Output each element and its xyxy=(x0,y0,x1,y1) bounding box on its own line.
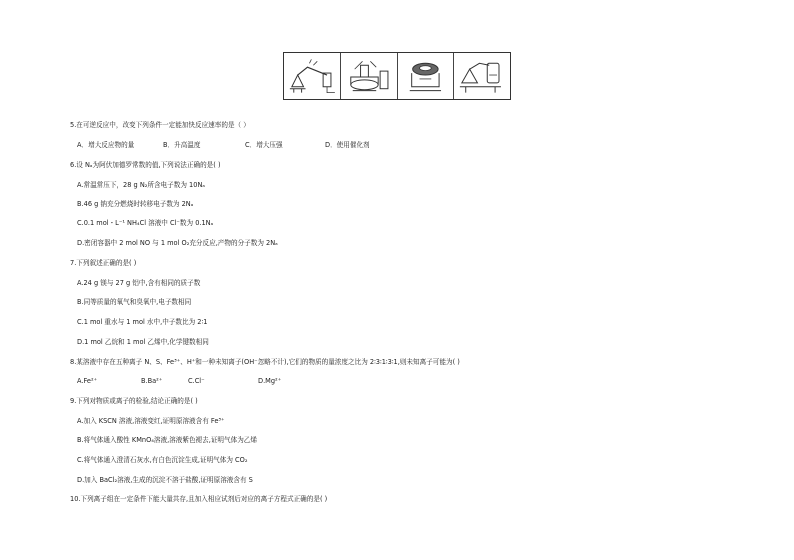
question-5-option-b: B．升高温度 xyxy=(163,141,201,149)
question-5-option-d: D．使用催化剂 xyxy=(325,141,370,149)
question-6-option-c: C.0.1 mol・L⁻¹ NH₄Cl 溶液中 Cl⁻数为 0.1Nₐ xyxy=(77,219,214,227)
question-9-option-b: B.将气体通入酸性 KMnO₄溶液,溶液紫色褪去,证明气体为乙烯 xyxy=(77,436,257,444)
question-8-option-c: C.Cl⁻ xyxy=(188,377,205,385)
question-8-option-d: D.Mg²⁺ xyxy=(258,377,282,385)
evaporating-dish-icon xyxy=(398,53,454,99)
question-5-option-a: A．增大反应物的量 xyxy=(77,141,135,149)
question-7-stem: 7.下列叙述正确的是( ) xyxy=(70,259,137,267)
water-bath-apparatus-icon xyxy=(341,53,397,99)
question-6-option-b: B.46 g 钠充分燃烧时转移电子数为 2Nₐ xyxy=(77,200,194,208)
distillation-apparatus-icon xyxy=(284,53,340,99)
apparatus-figure-strip xyxy=(283,52,511,100)
question-8-stem: 8.某溶液中存在五种离子 N、S、Fe³⁺、H⁺和一种未知离子(OH⁻忽略不计),它们的物质的量浓度之比为 2∶3∶1∶3∶1,则未知离子可能为( ) xyxy=(70,358,460,366)
question-9-option-d: D.加入 BaCl₂溶液,生成的沉淀不溶于盐酸,证明原溶液含有 S xyxy=(77,476,253,484)
figure-panel-2 xyxy=(340,53,397,99)
question-9-option-c: C.将气体通入澄清石灰水,有白色沉淀生成,证明气体为 CO₂ xyxy=(77,456,248,464)
question-5-option-c: C．增大压强 xyxy=(245,141,283,149)
figure-panel-4 xyxy=(453,53,510,99)
question-6-stem: 6.设 Nₐ为阿伏加德罗常数的值,下列说法正确的是( ) xyxy=(70,161,221,169)
figure-panel-1 xyxy=(284,53,340,99)
figure-panel-3 xyxy=(397,53,454,99)
question-6-option-a: A.常温常压下，28 g N₂所含电子数为 10Nₐ xyxy=(77,181,205,189)
question-7-option-d: D.1 mol 乙烷和 1 mol 乙烯中,化学键数相同 xyxy=(77,338,209,346)
question-5-stem: 5.在可逆反应中，改变下列条件一定能加快反应速率的是（ ） xyxy=(70,121,250,129)
question-8-option-b: B.Ba²⁺ xyxy=(141,377,163,385)
gas-collection-apparatus-icon xyxy=(454,53,510,99)
question-6-option-d: D.密闭容器中 2 mol NO 与 1 mol O₂充分反应,产物的分子数为 2Nₐ xyxy=(77,239,278,247)
question-9-option-a: A.加入 KSCN 溶液,溶液变红,证明原溶液含有 Fe³⁺ xyxy=(77,417,225,425)
question-10-stem: 10.下列离子组在一定条件下能大量共存,且加入相应试剂后对应的离子方程式正确的是( ) xyxy=(70,495,328,503)
question-7-option-c: C.1 mol 重水与 1 mol 水中,中子数比为 2∶1 xyxy=(77,318,208,326)
question-9-stem: 9.下列对物质或离子的检验,结论正确的是( ) xyxy=(70,397,198,405)
question-8-option-a: A.Fe²⁺ xyxy=(77,377,98,385)
question-7-option-b: B.同等质量的氧气和臭氧中,电子数相同 xyxy=(77,298,192,306)
question-7-option-a: A.24 g 镁与 27 g 铝中,含有相同的质子数 xyxy=(77,279,201,287)
